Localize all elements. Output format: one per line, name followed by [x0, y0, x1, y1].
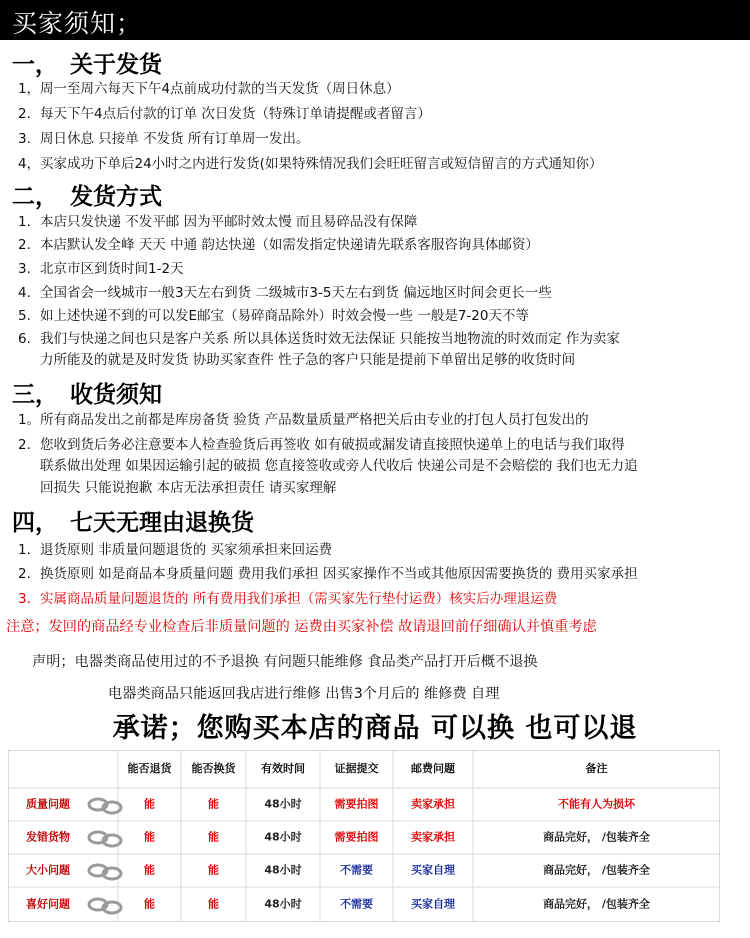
section-number: 二， [12, 184, 58, 210]
table-cell: 48小时 [264, 830, 302, 844]
item-number: 1。 [18, 412, 41, 428]
table-header: 证据提交 [334, 762, 379, 775]
list-item [18, 212, 417, 232]
list-item-continuation: 回损失 只能说抱歉 本店无法承担责任 请买家理解 [40, 480, 337, 496]
item-text: 所有商品发出之前都是库房备货 验货 产品数量质量严格把关后由专业的打包人员打包发出的 [40, 412, 589, 428]
item-number: 4， [18, 156, 41, 172]
table-header: 备注 [585, 762, 608, 775]
table-cell: 买家自理 [411, 863, 455, 877]
item-number: 2. [18, 106, 31, 122]
table-header: 能否退货 [127, 762, 172, 775]
item-text: 买家成功下单后24小时之内进行发货(如果特殊情况我们会旺旺留言或短信留言的方式通知你） [40, 156, 603, 172]
item-number: 2. [18, 237, 31, 253]
page-title: 买家须知； [12, 9, 143, 38]
item-text: 如上述快递不到的可以发E邮宝（易碎商品除外）时效会慢一些 一般是7-20天不等 [40, 308, 529, 324]
table-cell: 能 [208, 830, 219, 844]
table-cell: 卖家承担 [411, 797, 455, 811]
table-cell: 能 [144, 797, 155, 811]
item-text: 本店只发快递 不发平邮 因为平邮时效太慢 而且易碎品没有保障 [40, 214, 418, 230]
table-cell: 48小时 [264, 897, 302, 911]
item-number: 2. [18, 437, 31, 453]
section-title: 关于发货 [70, 52, 162, 78]
item-text: 本店默认发全峰 天天 中通 韵达快递（如需发指定快递请先联系客服咨询具体邮资） [40, 237, 539, 253]
table-cell: 商品完好， /包装齐全 [543, 897, 650, 911]
item-text: 我们与快递之间也只是客户关系 所以具体送货时效无法保证 只能按当地物流的时效而定 作为卖家 [40, 331, 620, 347]
row-label: 喜好问题 [26, 897, 70, 911]
table-cell: 需要拍图 [334, 797, 379, 811]
list-item-continuation: 力所能及的就是及时发货 协助买家查件 性子急的客户只能是提前下单留出足够的收货时间 [40, 352, 576, 368]
table-cell: 不需要 [340, 897, 373, 911]
item-number: 3. [18, 261, 31, 277]
promise-heading: 承诺；您购买本店的商品 可以换 也可以退 [112, 713, 638, 744]
table-cell: 48小时 [264, 863, 302, 877]
item-text: 换货原则 如是商品本身质量问题 费用我们承担 因买家操作不当或其他原因需要换货的 费用买家承担 [40, 566, 638, 582]
section-title: 收货须知 [70, 382, 162, 408]
item-number: 3. [18, 131, 31, 147]
table-cell: 能 [208, 797, 219, 811]
table-cell: 能 [144, 897, 155, 911]
list-item [18, 235, 539, 255]
table-cell: 能 [208, 897, 219, 911]
item-number: 1， [18, 81, 41, 97]
list-item [18, 564, 638, 584]
item-text: 全国省会一线城市一般3天左右到货 二级城市3-5天左右到货 偏远地区时间会更长一些 [40, 285, 552, 301]
list-item [18, 259, 184, 279]
table-cell: 能 [208, 863, 219, 877]
item-number: 3. [18, 591, 31, 607]
table-header: 能否换货 [191, 762, 236, 775]
section-number: 三， [12, 382, 58, 408]
section-heading-receiving [12, 376, 162, 409]
notice-text: 注意；发回的商品经专业检查后非质量问题的 运费由买家补偿 故请退回前仔细确认并慎重考虑 [6, 619, 597, 635]
section-heading-returns [12, 504, 254, 537]
list-item [18, 329, 620, 349]
row-label: 质量问题 [26, 797, 70, 811]
item-number: 6. [18, 331, 31, 347]
table-cell: 需要拍图 [334, 830, 379, 844]
table-cell: 不能有人为损坏 [558, 797, 635, 811]
section-heading-shipping [12, 46, 162, 79]
list-item [18, 104, 431, 124]
item-number: 2. [18, 566, 31, 582]
table-header: 邮费问题 [411, 762, 455, 775]
section-number: 一， [12, 52, 58, 78]
title-banner [0, 0, 750, 40]
section-heading-delivery [12, 178, 162, 211]
item-number: 4. [18, 285, 31, 301]
item-number: 5. [18, 308, 31, 324]
list-item [18, 129, 309, 149]
declaration-line: 电器类商品只能返回我店进行维修 出售3个月后的 维修费 自理 [108, 686, 500, 702]
list-item [18, 154, 602, 174]
table-cell: 能 [144, 830, 155, 844]
section-number: 四， [12, 510, 58, 536]
item-text: 退货原则 非质量问题退货的 买家须承担来回运费 [40, 542, 333, 558]
item-number: 1. [18, 542, 31, 558]
table-cell: 卖家承担 [411, 830, 455, 844]
list-item [18, 306, 529, 326]
table-header: 有效时间 [261, 762, 305, 775]
list-item [18, 283, 552, 303]
list-item [18, 435, 625, 455]
return-policy-table [8, 750, 720, 922]
item-number: 1. [18, 214, 31, 230]
row-label: 大小问题 [26, 863, 70, 877]
item-text: 北京市区到货时间1-2天 [40, 261, 184, 277]
item-text: 您收到货后务必注意要本人检查验货后再签收 如有破损或漏发请直接照快递单上的电话与我们取得 [40, 437, 625, 453]
item-text: 周一至周六每天下午4点前成功付款的当天发货（周日休息） [40, 81, 400, 97]
table-cell: 能 [144, 863, 155, 877]
list-item [18, 540, 332, 560]
item-text: 周日休息 只接单 不发货 所有订单周一发出。 [40, 131, 310, 147]
table-cell: 商品完好， /包装齐全 [543, 863, 650, 877]
list-item [18, 410, 589, 430]
section-title: 七天无理由退换货 [70, 510, 254, 536]
table-cell: 买家自理 [411, 897, 455, 911]
return-policy-table-graphic [8, 750, 720, 922]
item-text: 实属商品质量问题退货的 所有费用我们承担（需买家先行垫付运费）核实后办理退运费 [40, 591, 558, 607]
declaration-line: 声明；电器类商品使用过的不予退换 有问题只能维修 食品类产品打开后概不退换 [32, 654, 538, 670]
list-item [18, 589, 557, 609]
table-cell: 48小时 [264, 797, 302, 811]
list-item-continuation: 联系做出处理 如果因运输引起的破损 您直接签收或旁人代收后 快递公司是不会赔偿的 我们也无力追 [40, 458, 638, 474]
list-item [18, 79, 400, 99]
table-cell: 商品完好， /包装齐全 [543, 830, 650, 844]
table-cell: 不需要 [340, 863, 373, 877]
item-text: 每天下午4点后付款的订单 次日发货（特殊订单请提醒或者留言） [40, 106, 431, 122]
section-title: 发货方式 [70, 184, 162, 210]
row-label: 发错货物 [26, 830, 70, 844]
